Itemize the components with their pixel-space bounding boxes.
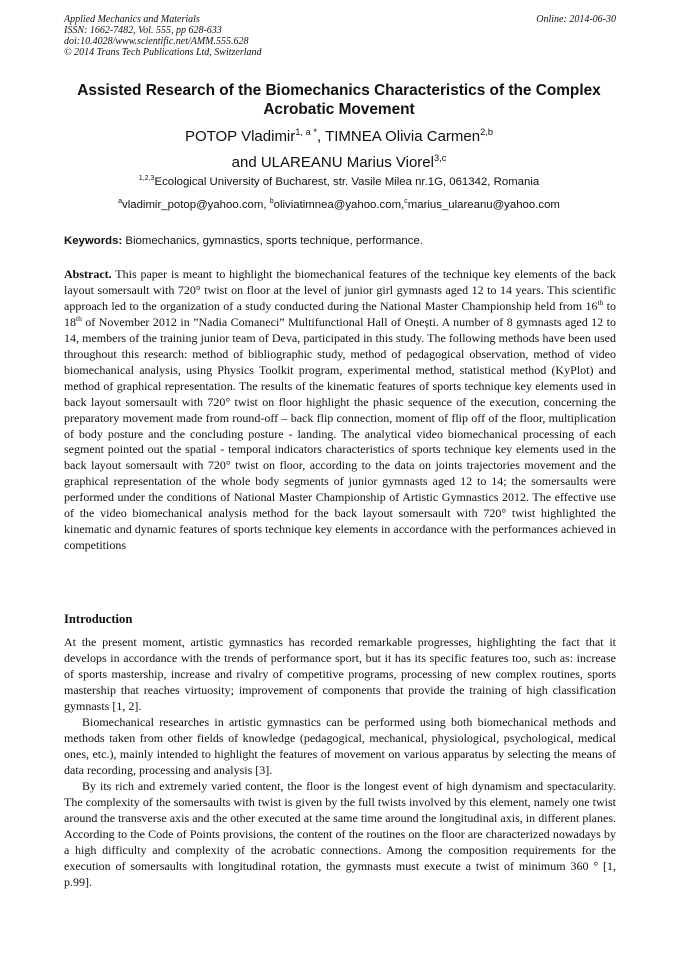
keywords-label: Keywords: bbox=[64, 235, 123, 247]
author-name: ULAREANU Marius Viorel bbox=[260, 154, 434, 171]
abstract-text: This paper is meant to highlight the biomechanical features of the technique key elements of the back layout somersault with 720° twist on floor at the level of junior girl gymnasts aged 12 to 14 years. This scientific approach led to the organization of a study conducted during the National Master Championship held from 16 bbox=[64, 267, 616, 313]
author-line-2 bbox=[40, 150, 638, 176]
abstract-superscript: th bbox=[597, 297, 604, 307]
affiliation-text: Ecological University of Bucharest, str. Vasile Milea nr.1G, 061342, Romania bbox=[154, 176, 540, 188]
paragraph: At the present moment, artistic gymnastics has recorded remarkable progresses, highlighting the fact that it develops in accordance with the trends of performance sport, but it has its specific features too, such as: increase of sports mastership, increase and rivalry of competitive programs, processing of new complex routines, sports mastership that reaches virtuosity; improvement of components that provide the training of high classification gymnasts [1, 2]. bbox=[64, 635, 616, 713]
section-heading-introduction: Introduction bbox=[64, 612, 133, 626]
keywords-text: Biomechanics, gymnastics, sports technique, performance. bbox=[122, 235, 423, 247]
email-superscript: a bbox=[118, 198, 123, 206]
email-superscript: c bbox=[404, 198, 408, 206]
email-address: marius_ulareanu@yahoo.com bbox=[407, 199, 560, 211]
journal-name: Applied Mechanics and Materials bbox=[64, 14, 200, 25]
abstract-text: to 18 bbox=[64, 298, 616, 329]
online-date: Online: 2014-06-30 bbox=[536, 14, 616, 25]
doi-line: doi:10.4028/www.scientific.net/AMM.555.628 bbox=[64, 36, 249, 47]
abstract bbox=[64, 267, 616, 554]
author-superscript: 3,c bbox=[433, 153, 447, 163]
email-list bbox=[40, 198, 638, 212]
author-list bbox=[40, 124, 638, 176]
issn-line: ISSN: 1662-7482, Vol. 555, pp 628-633 bbox=[64, 25, 222, 36]
author-separator: , bbox=[316, 128, 326, 145]
email-address: vladimir_potop@yahoo.com, bbox=[122, 199, 270, 211]
email-address: oliviatimnea@yahoo.com, bbox=[273, 199, 405, 211]
paper-title: Assisted Research of the Biomechanics Characteristics of the Complex Acrobatic Movement bbox=[77, 82, 601, 118]
copyright-line: © 2014 Trans Tech Publications Ltd, Switzerland bbox=[64, 47, 262, 58]
affiliation bbox=[40, 175, 638, 189]
paragraph: By its rich and extremely varied content, the floor is the longest event of high dynamism and spectacularity. The complexity of the somersaults with twist is given by the full twists involved by this element, namely one twist around the transverse axis and the other executed at the same time around the longitudinal axis, in different planes. According to the Code of Points provisions, the content of the routines on the floor are characterized nowadays by a high difficulty and complexity of the acrobatic connections. Among the composition requirements for the execution of somersaults with longitudinal rotation, the gymnasts must execute a twist of minimum 360 ° [1, p.99]. bbox=[64, 779, 616, 889]
abstract-superscript: th bbox=[76, 313, 82, 323]
paragraph: Biomechanical researches in artistic gymnastics can be performed using both biomechanical methods and methods taken from other fields of knowledge (pedagogical, mechanical, physiological, psychological, medical ones, etc.), mainly intended to highlight the features of movement on various apparatus by selecting the means of data recording, processing and analysis [3]. bbox=[64, 715, 616, 777]
affiliation-superscript: 1,2,3 bbox=[138, 175, 155, 183]
author-superscript: 2,b bbox=[480, 127, 494, 137]
author-line-1 bbox=[40, 124, 638, 150]
author-name: TIMNEA Olivia Carmen bbox=[325, 128, 481, 145]
journal-header bbox=[64, 14, 616, 58]
author-conjunction: and bbox=[231, 154, 261, 171]
email-superscript: b bbox=[269, 198, 274, 206]
introduction-body bbox=[64, 634, 616, 890]
author-name: POTOP Vladimir bbox=[184, 128, 296, 145]
abstract-text: of November 2012 in ”Nadia Comaneci” Multifunctional Hall of Onești. A number of 8 gymnasts aged 12 to 14, members of the training junior team of Deva, participated in this study. The following methods have been used throughout this research: method of bibliographic study, method of pedagogical observation, method of video biomechanical analysis, using Physics Toolkit program, experimental method, statistical method (KyPlot) and method of graphical representation. The results of the kinematic features of sports technique key elements used in back layout somersault with 720° twist on floor highlight the phasic sequence of the execution, concerning the preparatory movement made from round-off – back flip connection, moment of flip off of the floor, multiplication of body posture and the concluding posture - landing. The analytical video biomechanical processing of each segment pointed out the spatial - temporal indicators characteristics of sports technique key elements used in the back layout somersault with 720° twist on floor, according to the data on joints trajectories movement and the graphical representation of the whole body segments of junior gymnasts aged 12 to 14; the somersaults were performed under the conditions of National Master Championship of Artistic Gymnastics 2012. The effective use of the video biomechanical analysis method for the back layout somersault with 720° twist highlighted the kinematic and dynamic features of sports technique key elements in accordance with the performances achieved in competitions bbox=[64, 314, 616, 553]
abstract-label: Abstract. bbox=[64, 267, 112, 281]
author-superscript: 1, a * bbox=[295, 127, 317, 137]
keywords bbox=[64, 234, 616, 248]
